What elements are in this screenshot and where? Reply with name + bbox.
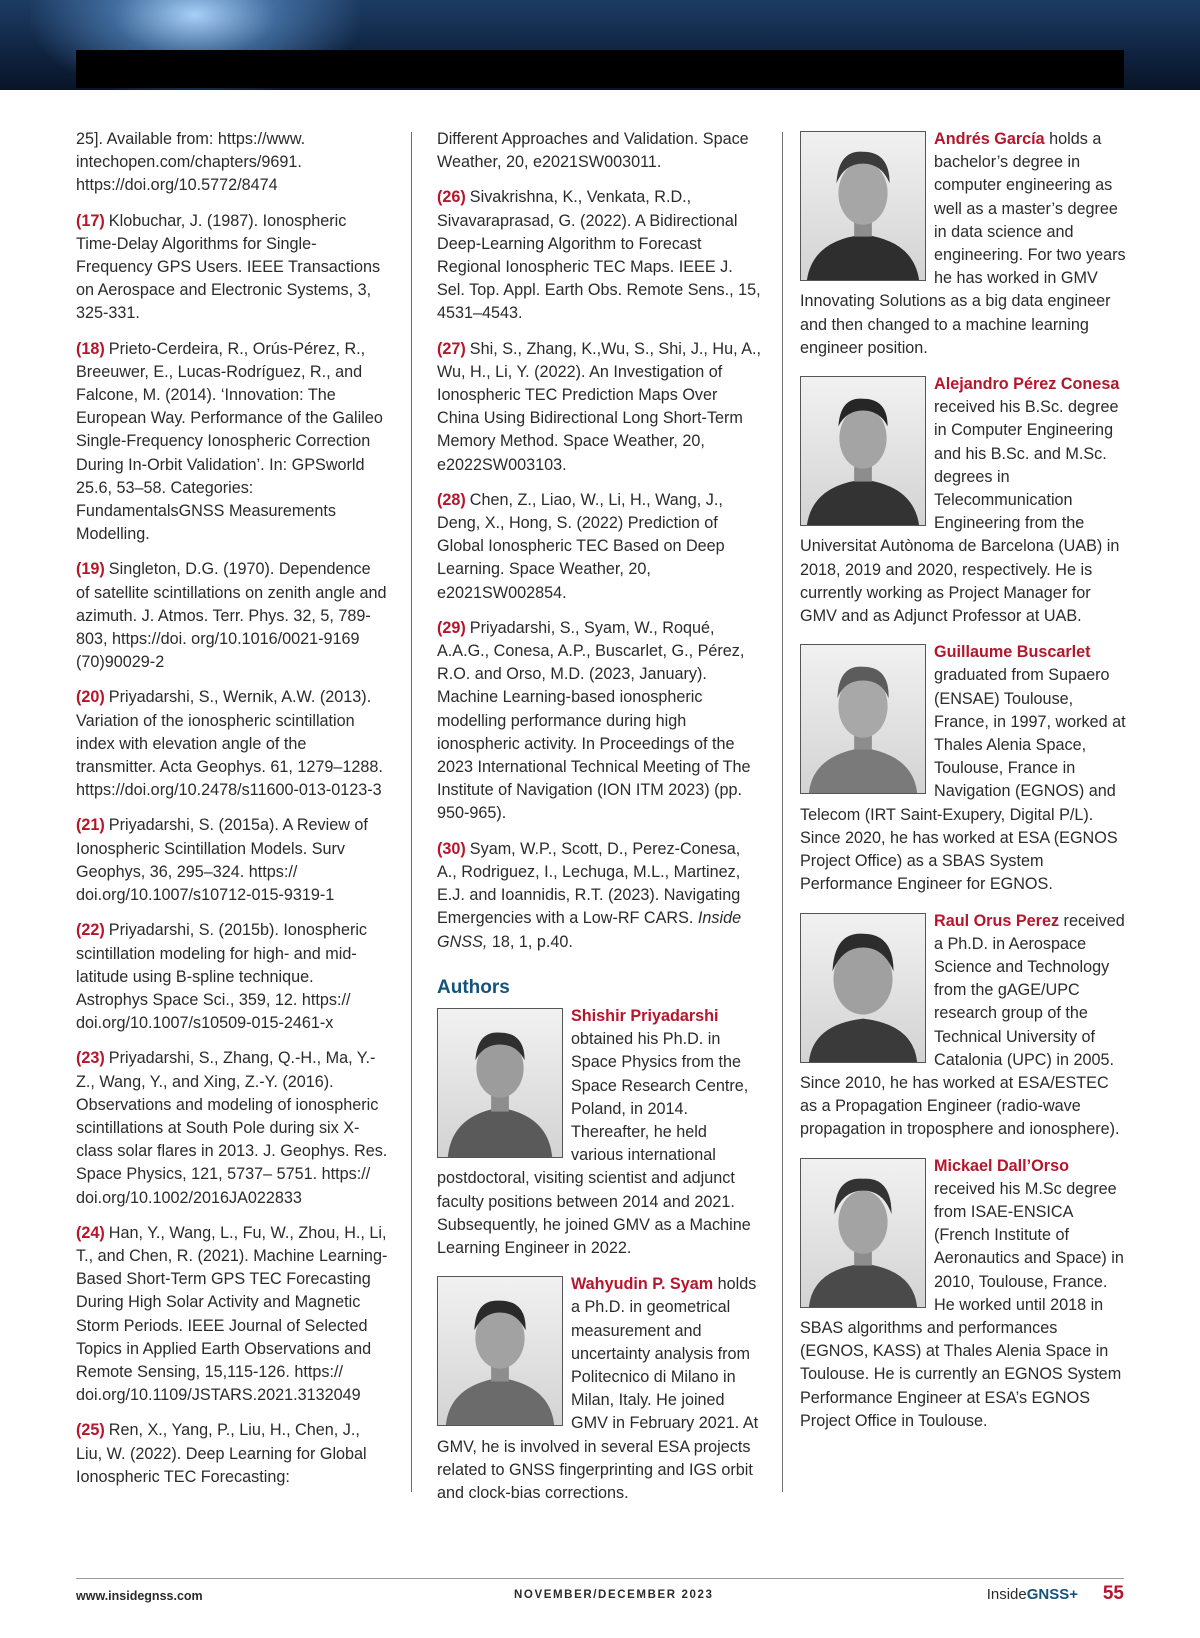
footer-brand <box>987 1586 1078 1603</box>
reference-27 <box>437 338 763 477</box>
reference-number: (25) <box>76 1421 105 1440</box>
author-photo <box>800 376 926 526</box>
header-banner <box>0 0 1200 90</box>
author-bio-dall-orso <box>800 1155 1126 1433</box>
author-name: Raul Orus Perez <box>934 911 1060 930</box>
author-bio-orus-perez <box>800 910 1126 1142</box>
reference-text: Shi, S., Zhang, K.,Wu, S., Shi, J., Hu, A., Wu, H., Li, Y. (2022). An Investigation of Ionospheric TEC Prediction Maps Over China Using Bidirectional Long Short-Term Memory Method. Space Weather, 20, e2022SW003103. <box>437 339 761 474</box>
reference-19 <box>76 558 388 674</box>
reference-text: Priyadarshi, S., Wernik, A.W. (2013). Variation of the ionospheric scintillation index with elevation angle of the transmitter. Acta Geophys. 61, 1279–1288. https://doi.org/10.2478/s11600-013-0123-3 <box>76 688 383 800</box>
reference-25 <box>76 1419 388 1489</box>
reference-text: Prieto-Cerdeira, R., Orús-Pérez, R., Breeuwer, E., Lucas-Rodríguez, R., and Falcone, M. (2014). ‘Innovation: The European Way. Performance of the Galileo Single-Frequency Ionospheric Correction During In-Orbit Validation’. In: GPSworld 25.6, 53–58. Categories: FundamentalsGNSS Measurements Modelling. <box>76 339 383 544</box>
reference-text: Different Approaches and Validation. Space Weather, 20, e2021SW003011. <box>437 130 749 172</box>
column-divider-right <box>782 132 783 1492</box>
reference-number: (28) <box>437 490 466 509</box>
reference-text: Priyadarshi, S., Syam, W., Roqué, A.A.G., Conesa, A.P., Buscarlet, G., Pérez, R.O. and Orso, M.D. (2023, January). Machine Learning-based ionospheric modelling performance during high ionospheric activity. In Proceedings of the 2023 International Technical Meeting of The Institute of Navigation (ION ITM 2023) (pp. 950-965). <box>437 618 751 823</box>
reference-number: (30) <box>437 839 466 858</box>
reference-number: (19) <box>76 560 105 579</box>
author-name: Wahyudin P. Syam <box>571 1275 714 1294</box>
reference-tail: 18, 1, p.40. <box>487 932 573 951</box>
reference-text: Singleton, D.G. (1970). Dependence of satellite scintillations on zenith angle and azimuth. J. Atmos. Terr. Phys. 32, 5, 789-803, https://doi. org/10.1016/0021-9169 (70)90029-2 <box>76 560 387 672</box>
reference-25-continued <box>437 128 763 174</box>
reference-text: Priyadarshi, S. (2015a). A Review of Ionospheric Scintillation Models. Surv Geophys, 36, 295–324. https:// doi.org/10.1007/s10712-015-9319-1 <box>76 816 368 905</box>
reference-23 <box>76 1047 388 1209</box>
reference-number: (21) <box>76 816 105 835</box>
reference-26 <box>437 186 763 325</box>
header-black-bar <box>76 50 1124 88</box>
reference-number: (29) <box>437 618 466 637</box>
footer-website-link[interactable]: www.insidegnss.com <box>76 1589 203 1603</box>
author-bio-garcia <box>800 128 1126 360</box>
reference-text: Priyadarshi, S., Zhang, Q.-H., Ma, Y.-Z., Wang, Y., and Xing, Z.-Y. (2016). Observations and modeling of ionospheric scintillations at South Pole during six X-class solar flares in 2013. J. Geophys. Res. Space Physics, 121, 5737– 5751. https:// doi.org/10.1002/2016JA022833 <box>76 1049 388 1207</box>
author-bio-text: holds a Ph.D. in geometrical measurement and uncertainty analysis from Politecnico di Milano in Milan, Italy. He joined GMV in February 2021. At GMV, he is involved in several ESA projects related to GNSS fingerprinting and IGS orbit and clock-bias corrections. <box>437 1275 759 1502</box>
author-bio-text: received his B.Sc. degree in Computer Engineering and his B.Sc. and M.Sc. degrees in Telecommunication Engineering from the Universitat Autònoma de Barcelona (UAB) in 2018, 2019 and 2020, respectively. He is currently working as Project Manager for GMV and as Adjunct Professor at UAB. <box>800 398 1120 626</box>
reference-number: (24) <box>76 1223 105 1242</box>
brand-bold: GNSS+ <box>1026 1586 1078 1603</box>
reference-number: (22) <box>76 921 105 940</box>
author-photo <box>800 913 926 1063</box>
page-footer <box>76 1578 1124 1603</box>
author-name: Guillaume Buscarlet <box>934 643 1091 662</box>
brand-prefix: Inside <box>986 1586 1027 1603</box>
author-bio-text: received his M.Sc degree from ISAE-ENSICA (French Institute of Aeronautics and Space) in 2010, Toulouse, France. He worked until 2018 in SBAS algorithms and performances (EGNOS, KASS) at Thales Alenia Space in Toulouse. He is currently an EGNOS System Performance Engineer at ESA’s EGNOS Project Office in Toulouse. <box>800 1179 1124 1430</box>
reference-text: Chen, Z., Liao, W., Li, H., Wang, J., Deng, X., Hong, S. (2022) Prediction of Global Ionospheric TEC Based on Deep Learning. Space Weather, 20, e2021SW002854. <box>437 490 725 602</box>
author-photo <box>437 1276 563 1426</box>
reference-text: Priyadarshi, S. (2015b). Ionospheric scintillation modeling for high- and mid-latitude using B-spline technique. Astrophys Space Sci., 359, 12. https:// doi.org/10.1007/s10509-015-2461-x <box>76 921 368 1033</box>
reference-continued <box>76 128 388 198</box>
reference-text: Han, Y., Wang, L., Fu, W., Zhou, H., Li, T., and Chen, R. (2021). Machine Learning-Based Short-Term GPS TEC Forecasting During High Solar Activity and Magnetic Storm Periods. IEEE Journal of Selected Topics in Applied Earth Observations and Remote Sensing, 15,115-126. https:// doi.org/10.1109/JSTARS.2021.3132049 <box>76 1223 388 1405</box>
reference-18 <box>76 338 388 547</box>
reference-29 <box>437 617 763 826</box>
reference-number: (23) <box>76 1049 105 1068</box>
reference-text: 25]. Available from: https://www. intechopen.com/chapters/9691. https://doi.org/10.5772/8474 <box>76 130 306 195</box>
reference-number: (26) <box>437 188 466 207</box>
reference-text: Klobuchar, J. (1987). Ionospheric Time-Delay Algorithms for Single-Frequency GPS Users. IEEE Transactions on Aerospace and Electronic Systems, 3, 325-331. <box>76 211 381 323</box>
author-name: Alejandro Pérez Conesa <box>934 375 1120 394</box>
author-bio-text: holds a bachelor’s degree in computer engineering as well as a master’s degree in data science and engineering. For two years he has worked in GMV Innovating Solutions as a big data engineer and then changed to a machine learning engineer position. <box>800 130 1126 357</box>
page-number: 55 <box>1102 1583 1124 1604</box>
reference-number: (18) <box>76 339 105 358</box>
reference-text: Syam, W.P., Scott, D., Perez-Conesa, A., Rodriguez, I., Lechuga, M.L., Martinez, E.J. and Ioannidis, R.T. (2023). Navigating Emergencies with a Low-RF CARS. <box>437 839 741 928</box>
author-bio-text: obtained his Ph.D. in Space Physics from the Space Research Centre, Poland, in 2014. Thereafter, he held various international postdoctoral, visiting scientist and adjunct faculty positions between 2014 and 2021. Subsequently, he joined GMV as a Machine Learning Engineer in 2022. <box>437 1030 751 1257</box>
author-photo <box>800 1158 926 1308</box>
authors-heading: Authors <box>437 976 510 998</box>
reference-28 <box>437 489 763 605</box>
column-right <box>800 128 1126 1446</box>
reference-30 <box>437 838 763 954</box>
author-bio-syam <box>437 1273 763 1505</box>
author-bio-buscarlet <box>800 641 1126 896</box>
reference-17 <box>76 210 388 326</box>
author-name: Andrés García <box>934 130 1045 148</box>
reference-21 <box>76 814 388 907</box>
author-bio-text: graduated from Supaero (ENSAE) Toulouse, France, in 1997, worked at Thales Alenia Space, Toulouse, France in Navigation (EGNOS) and Telecom (IRT Saint-Exupery, Digital P/L). Since 2020, he has worked at ESA (EGNOS Project Office) as a SBAS System Performance Engineer for EGNOS. <box>800 666 1126 894</box>
column-divider-left <box>411 132 412 1492</box>
reference-text: Ren, X., Yang, P., Liu, H., Chen, J., Liu, W. (2022). Deep Learning for Global Ionospheric TEC Forecasting: <box>76 1421 367 1486</box>
journal-name: Inside GNSS, <box>437 909 742 951</box>
author-photo <box>800 131 926 281</box>
footer-issue-date: NOVEMBER/DECEMBER 2023 <box>514 1589 714 1601</box>
reference-number: (27) <box>437 339 466 358</box>
author-bio-text: received a Ph.D. in Aerospace Science and Technology from the gAGE/UPC research group of the Technical University of Catalonia (UPC) in 2005. Since 2010, he has worked at ESA/ESTEC as a Propagation Engineer (radio-wave propagation in troposphere and ionosphere). <box>800 911 1125 1139</box>
column-middle <box>437 128 763 1518</box>
author-photo <box>437 1008 563 1158</box>
reference-text: Sivakrishna, K., Venkata, R.D., Sivavaraprasad, G. (2022). A Bidirectional Deep-Learning Algorithm to Forecast Regional Ionospheric TEC Maps. IEEE J. Sel. Top. Appl. Earth Obs. Remote Sens., 15, 4531–4543. <box>437 188 761 323</box>
author-bio-perez-conesa <box>800 373 1126 628</box>
author-bio-priyadarshi <box>437 1005 763 1260</box>
column-left <box>76 128 388 1501</box>
reference-22 <box>76 919 388 1035</box>
reference-number: (17) <box>76 211 105 230</box>
author-name: Shishir Priyadarshi <box>571 1006 719 1025</box>
author-name: Mickael Dall’Orso <box>934 1156 1069 1175</box>
reference-number: (20) <box>76 688 105 707</box>
reference-24 <box>76 1222 388 1408</box>
reference-20 <box>76 686 388 802</box>
author-photo <box>800 644 926 794</box>
